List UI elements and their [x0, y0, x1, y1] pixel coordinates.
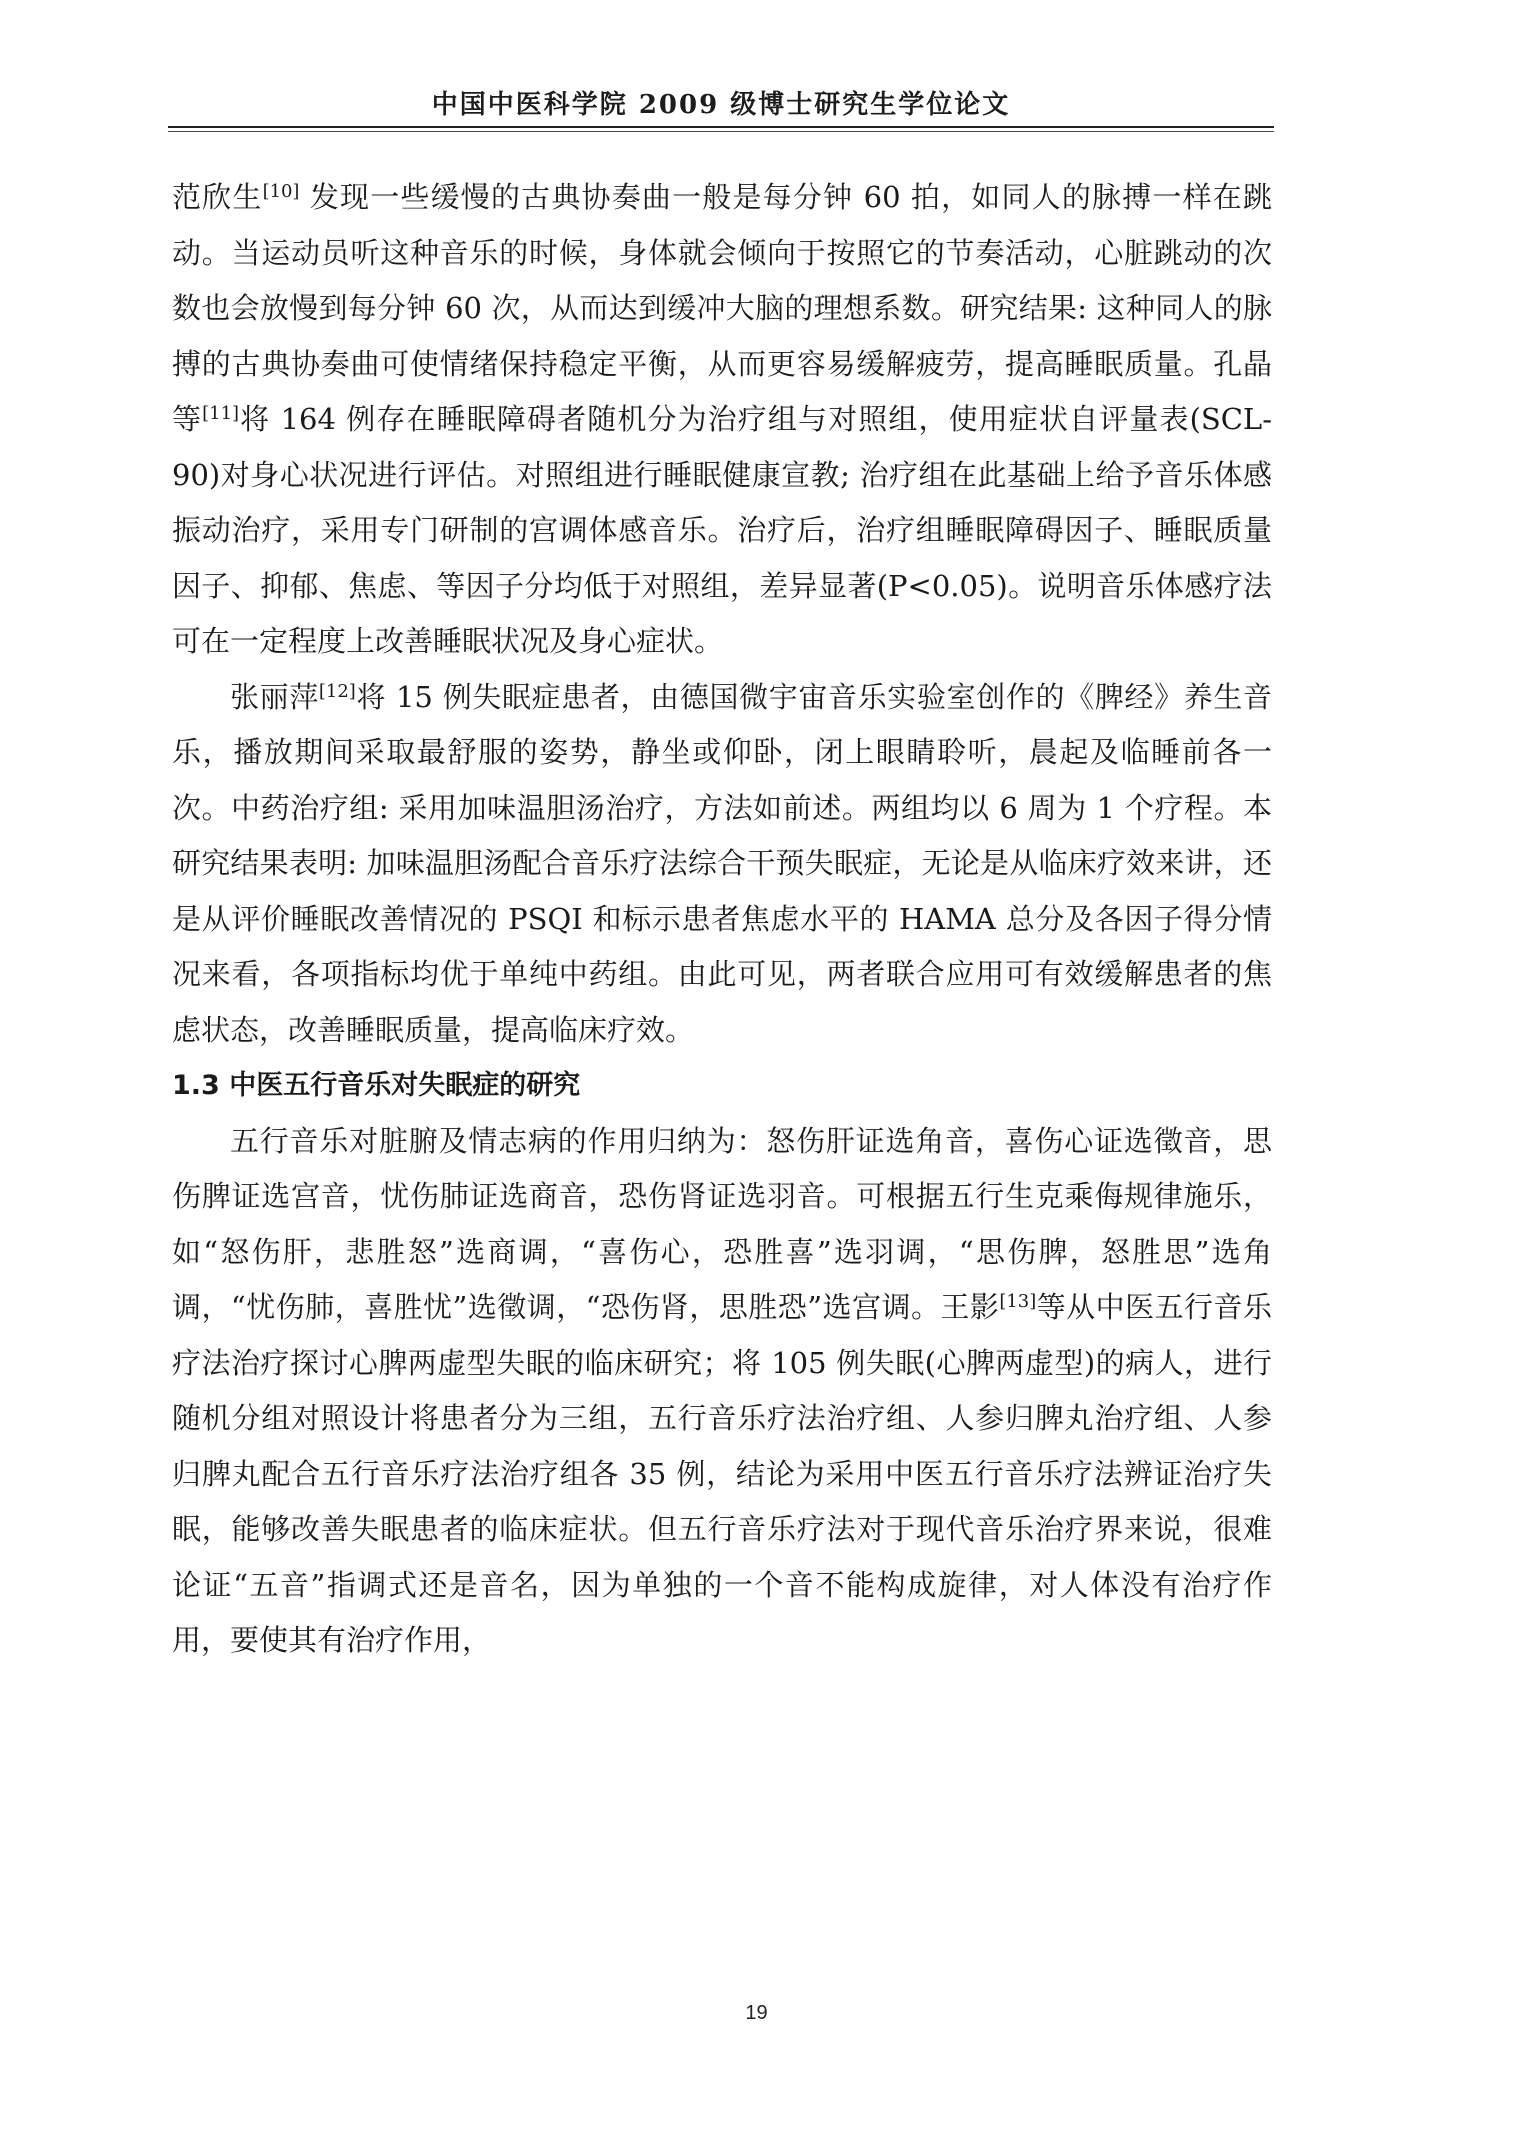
paragraph-fan-xinsheng — [172, 170, 1272, 670]
citation-ref: [12] — [318, 680, 356, 702]
page-number: 19 — [745, 2002, 768, 2024]
header-rule — [168, 126, 1274, 128]
paragraph-text: 范欣生 — [172, 180, 263, 214]
paragraph-text: 五行音乐对脏腑及情志病的作用归纳为：怒伤肝证选角音，喜伤心证选徵音，思伤脾证选宫音，忧伤肺证选商音，恐伤肾证选羽音。可根据五行生克乘侮规律施乐，如“怒伤肝，悲胜怒”选商调，“喜伤心，恐胜喜”选羽调，“思伤脾，怒胜思”选角调，“忧伤肺，喜胜忧”选徵调，“恐伤肾，思胜恐”选宫调。王影 — [172, 1123, 1272, 1324]
citation-ref: [11] — [202, 403, 240, 425]
paragraph-zhang-liping — [172, 670, 1272, 1059]
paragraph-text: 发现一些缓慢的古典协奏曲一般是每分钟 60 拍，如同人的脉搏一样在跳动。当运动员听这种音乐的时候，身体就会倾向于按照它的节奏活动，心脏跳动的次数也会放慢到每分钟 60 次，从而达到缓冲大脑的理想系数。研究结果: 这种同人的脉搏的古典协奏曲可使情绪保持稳定平衡，从而更容易缓解疲劳，提高睡眠质量。孔晶等 — [172, 180, 1272, 436]
citation-ref: [13] — [999, 1291, 1037, 1313]
body-text — [172, 170, 1272, 1669]
running-header: 中国中医科学院 2009 级博士研究生学位论文 — [431, 90, 1011, 120]
header-rule-thin — [168, 131, 1274, 132]
section-heading: 1.3 中医五行音乐对失眠症的研究 — [172, 1070, 581, 1101]
paragraph-text: 将 164 例存在睡眠障碍者随机分为治疗组与对照组，使用症状自评量表(SCL-90)对身心状况进行评估。对照组进行睡眠健康宣教; 治疗组在此基础上给予音乐体感振动治疗，采用专门研制的宫调体感音乐。治疗后，治疗组睡眠障碍因子、睡眠质量因子、抑郁、焦虑、等因子分均低于对照组，差异显著(P<0.05)。说明音乐体感疗法可在一定程度上改善睡眠状况及身心症状。 — [172, 402, 1272, 658]
citation-ref: [10] — [262, 181, 300, 203]
paragraph-five-elements-music — [172, 1114, 1272, 1669]
paragraph-text: 张丽萍 — [230, 679, 319, 714]
paragraph-text: 等从中医五行音乐疗法治疗探讨心脾两虚型失眠的临床研究；将 105 例失眠(心脾两虚型)的病人，进行随机分组对照设计将患者分为三组，五行音乐疗法治疗组、人参归脾丸治疗组、人参归脾丸配合五行音乐疗法治疗组各 35 例，结论为采用中医五行音乐疗法辨证治疗失眠，能够改善失眠患者的临床症状。但五行音乐疗法对于现代音乐治疗界来说，很难论证“五音”指调式还是音名，因为单独的一个音不能构成旋律，对人体没有治疗作用，要使其有治疗作用， — [172, 1290, 1272, 1657]
paragraph-text: 将 15 例失眠症患者，由德国微宇宙音乐实验室创作的《脾经》养生音乐，播放期间采取最舒服的姿势，静坐或仰卧，闭上眼睛聆听，晨起及临睡前各一次。中药治疗组: 采用加味温胆汤治疗，方法如前述。两组均以 6 周为 1 个疗程。本研究结果表明: 加味温胆汤配合音乐疗法综合干预失眠症，无论是从临床疗效来讲，还是从评价睡眠改善情况的 PSQI 和标示患者焦虑水平的 HAMA 总分及各因子得分情况来看，各项指标均优于单纯中药组。由此可见，两者联合应用可有效缓解患者的焦虑状态，改善睡眠质量，提高临床疗效。 — [172, 679, 1272, 1047]
